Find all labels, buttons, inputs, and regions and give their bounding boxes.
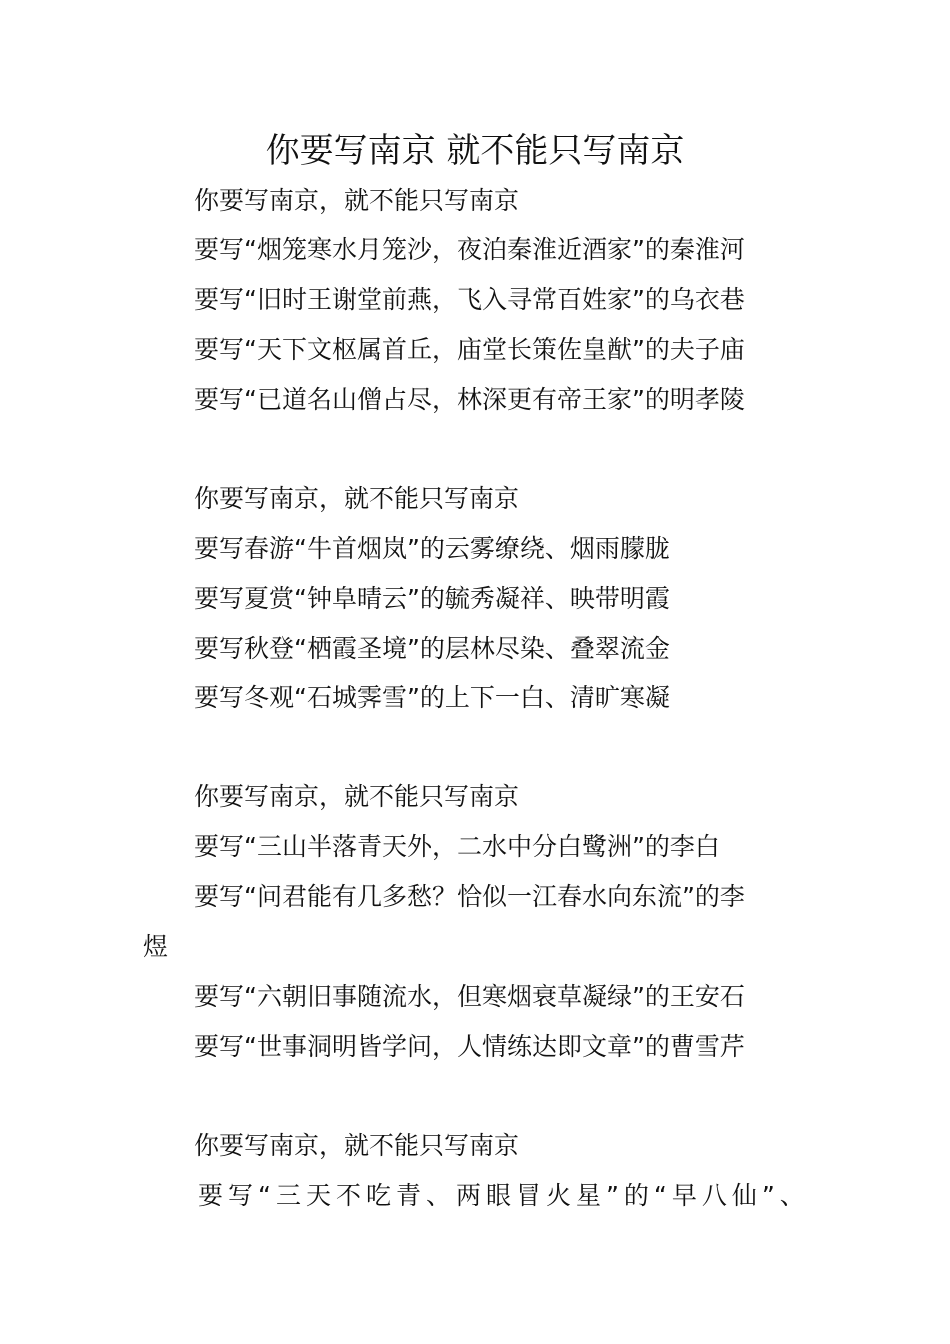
text-line: 要写春游“牛首烟岚”的云雾缭绕、烟雨朦胧 [194, 534, 670, 563]
text-line: 要写夏赏“钟阜晴云”的毓秀凝祥、映带明霞 [194, 584, 670, 613]
page-title: 你要写南京 就不能只写南京 [265, 131, 685, 171]
text-line: 要写“问君能有几多愁？恰似一江春水向东流”的李 [194, 882, 745, 911]
text-line: 要写“已道名山僧占尽，林深更有帝王家”的明孝陵 [194, 385, 745, 414]
text-line: 要写“天下文枢属首丘，庙堂长策佐皇猷”的夫子庙 [194, 335, 745, 364]
text-line: 你要写南京，就不能只写南京 [194, 484, 520, 513]
text-line: 你要写南京，就不能只写南京 [194, 1131, 520, 1160]
text-line: 煜 [143, 932, 169, 961]
text-line: 你要写南京，就不能只写南京 [194, 186, 520, 215]
text-line: 要写“旧时王谢堂前燕，飞入寻常百姓家”的乌衣巷 [194, 285, 745, 314]
text-line: 要写“三山半落青天外，二水中分白鹭洲”的李白 [194, 832, 720, 861]
text-line: 要写秋登“栖霞圣境”的层林尽染、叠翠流金 [194, 634, 670, 663]
text-line: 要写“烟笼寒水月笼沙，夜泊秦淮近酒家”的秦淮河 [194, 235, 745, 264]
text-line: 要写“三天不吃青、两眼冒火星”的“早八仙”、 [198, 1181, 810, 1210]
text-line: 你要写南京，就不能只写南京 [194, 782, 520, 811]
text-line: 要写“六朝旧事随流水，但寒烟衰草凝绿”的王安石 [194, 982, 745, 1011]
text-line: 要写“世事洞明皆学问，人情练达即文章”的曹雪芹 [194, 1032, 745, 1061]
text-line: 要写冬观“石城霁雪”的上下一白、清旷寒凝 [194, 683, 670, 712]
